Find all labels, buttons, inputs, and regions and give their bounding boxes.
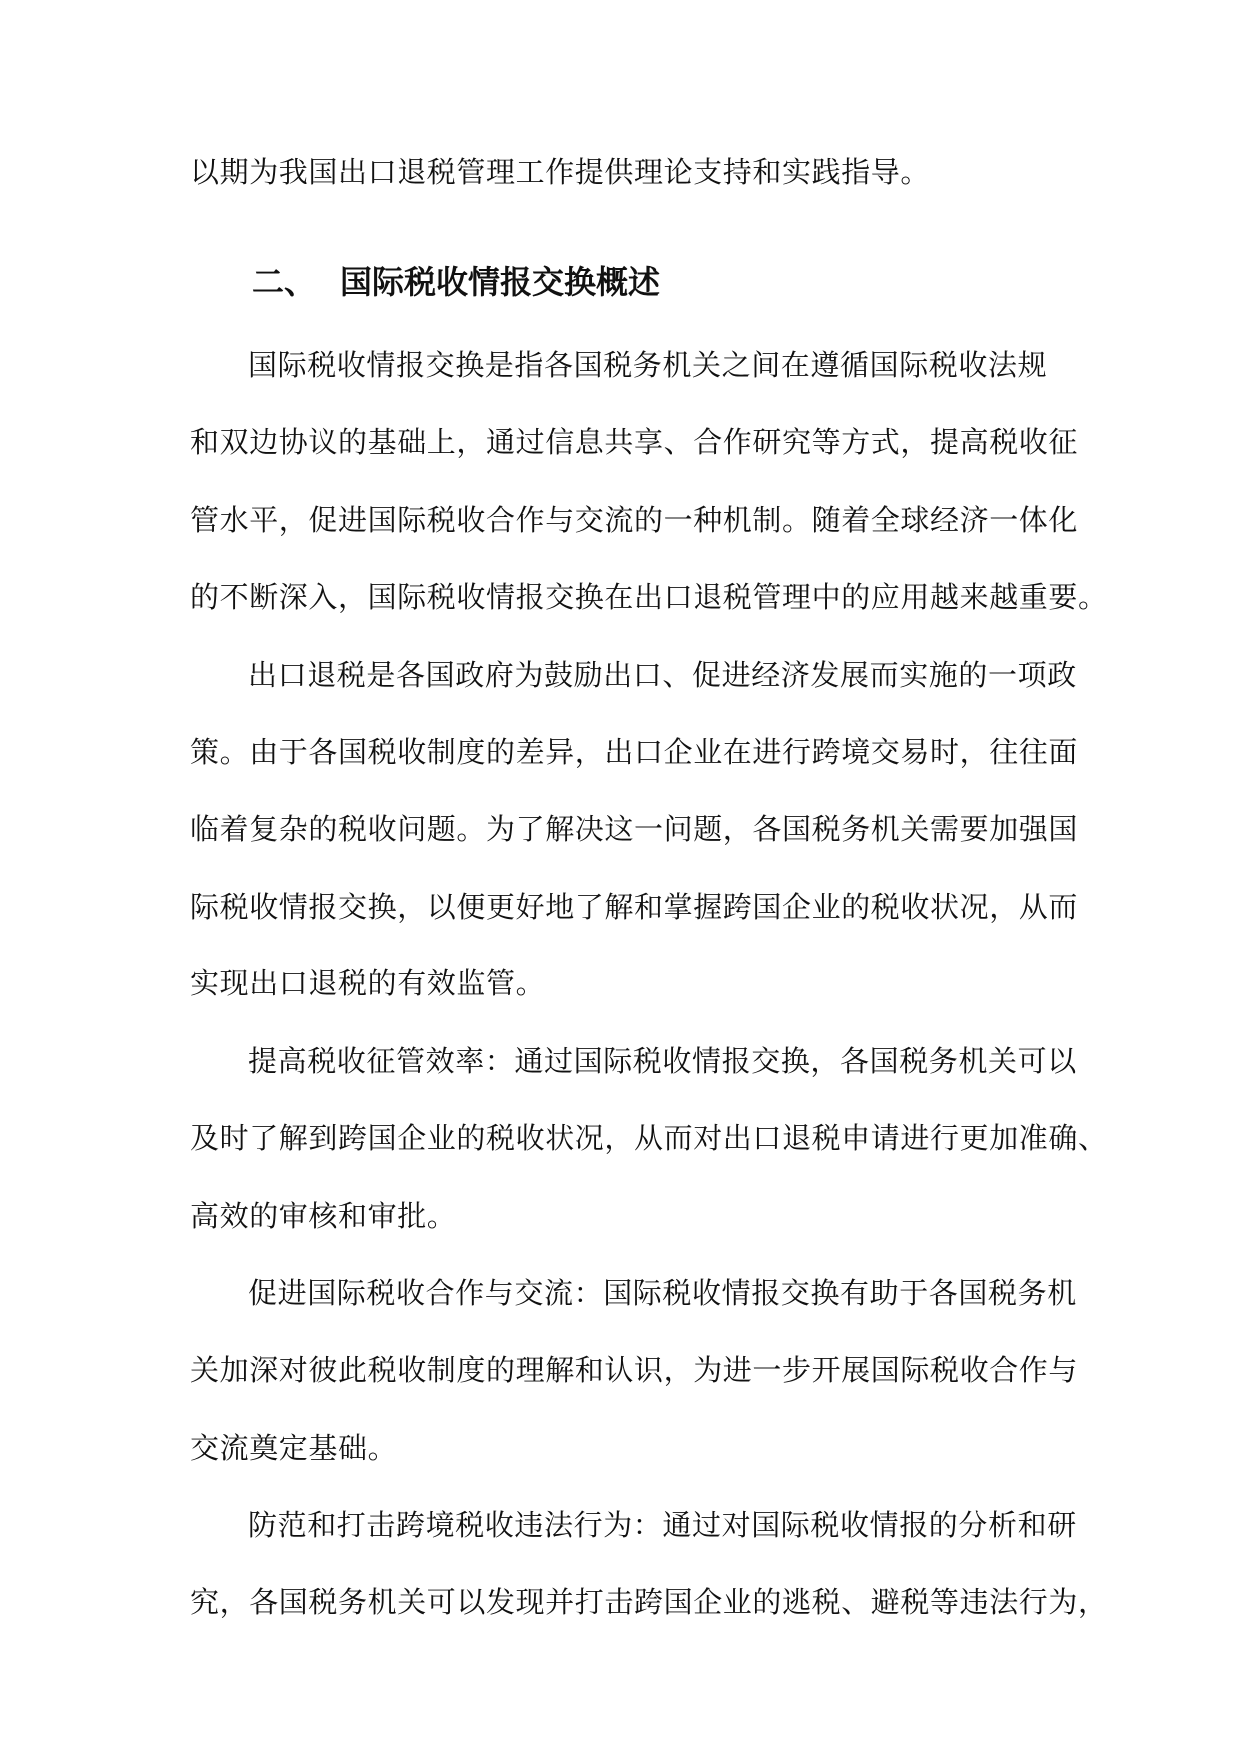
- paragraph-line: 临着复杂的税收问题。为了解决这一问题，各国税务机关需要加强国: [190, 812, 1079, 846]
- paragraph-line: 提高税收征管效率：通过国际税收情报交换，各国税务机关可以: [248, 1044, 1077, 1078]
- section-title: 国际税收情报交换概述: [340, 263, 661, 301]
- intro-line: 以期为我国出口退税管理工作提供理论支持和实践指导。: [190, 155, 931, 189]
- paragraph-line: 防范和打击跨境税收违法行为：通过对国际税收情报的分析和研: [248, 1508, 1077, 1542]
- paragraph-line: 高效的审核和审批。: [190, 1199, 457, 1233]
- paragraph-line: 及时了解到跨国企业的税收状况，从而对出口退税申请进行更加准确、: [190, 1121, 1108, 1155]
- paragraph-line: 关加深对彼此税收制度的理解和认识，为进一步开展国际税收合作与: [190, 1353, 1079, 1387]
- paragraph-line: 的不断深入，国际税收情报交换在出口退税管理中的应用越来越重要。: [190, 580, 1108, 614]
- paragraph-line: 国际税收情报交换是指各国税务机关之间在遵循国际税收法规: [248, 348, 1048, 382]
- paragraph-line: 管水平，促进国际税收合作与交流的一种机制。随着全球经济一体化: [190, 503, 1079, 537]
- paragraph-line: 际税收情报交换，以便更好地了解和掌握跨国企业的税收状况，从而: [190, 890, 1079, 924]
- paragraph-line: 促进国际税收合作与交流：国际税收情报交换有助于各国税务机: [248, 1276, 1077, 1310]
- paragraph-line: 和双边协议的基础上，通过信息共享、合作研究等方式，提高税收征: [190, 425, 1079, 459]
- paragraph-line: 实现出口退税的有效监管。: [190, 966, 546, 1000]
- paragraph-line: 策。由于各国税收制度的差异，出口企业在进行跨境交易时，往往面: [190, 735, 1079, 769]
- paragraph-line: 究，各国税务机关可以发现并打击跨国企业的逃税、避税等违法行为，: [190, 1585, 1108, 1619]
- paragraph-line: 交流奠定基础。: [190, 1431, 398, 1465]
- section-number: 二、: [252, 263, 317, 301]
- paragraph-line: 出口退税是各国政府为鼓励出口、促进经济发展而实施的一项政: [248, 658, 1077, 692]
